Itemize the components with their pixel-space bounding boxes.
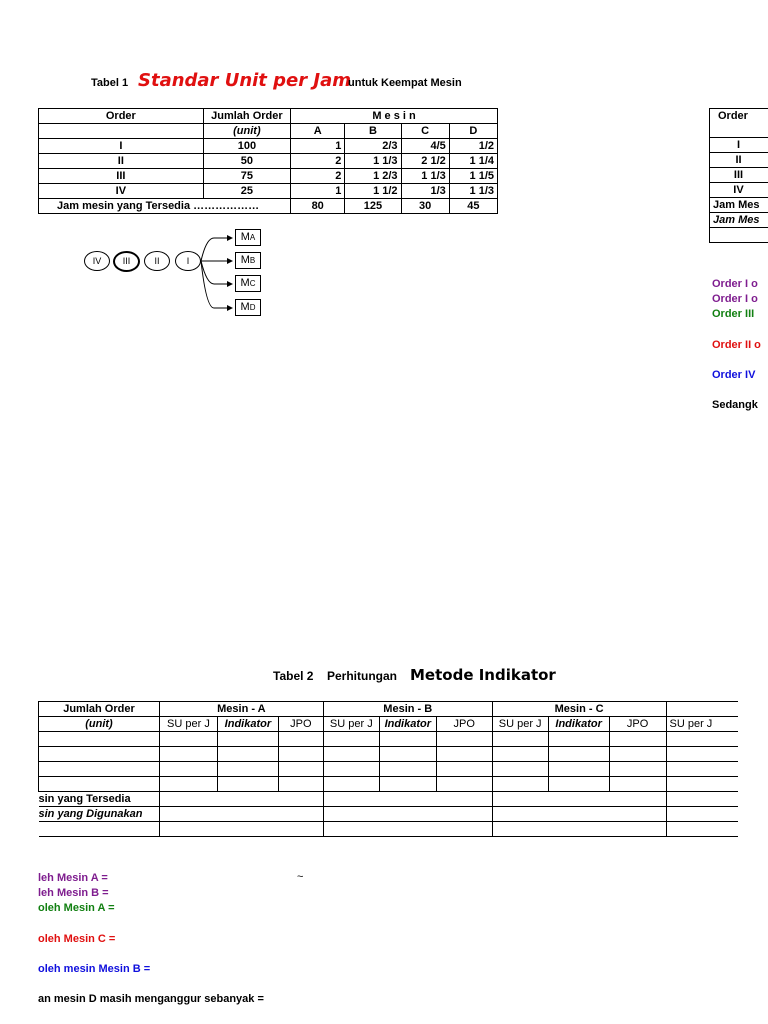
machine-box-b: MB xyxy=(235,252,261,269)
note-line: an mesin D masih menganggur sebanyak = xyxy=(38,993,264,1005)
header-mesin: M e s i n xyxy=(291,109,498,124)
table-row: III 75 2 1 2/3 1 1/3 1 1/5 xyxy=(39,169,498,184)
table-row: II 50 2 1 1/3 2 1/2 1 1/4 xyxy=(39,154,498,169)
right-order-table: Order I II III IV Jam Mes Jam Mes xyxy=(709,108,768,243)
tilde-mark: ~ xyxy=(297,871,304,883)
header-d: D xyxy=(449,124,497,139)
table-row: IV 25 1 1 1/2 1/3 1 1/3 xyxy=(39,184,498,199)
machine-box-d: MD xyxy=(235,299,261,316)
order-node: II xyxy=(144,251,170,271)
tabel1-title: Standar Unit per Jam xyxy=(138,70,352,91)
note-line: Order II o xyxy=(712,339,761,351)
standar-unit-table xyxy=(38,108,498,214)
note-line: leh Mesin A = xyxy=(38,872,108,884)
table-row xyxy=(39,762,739,777)
table-footer-row xyxy=(39,822,739,837)
note-line: Order III xyxy=(712,308,755,320)
header-b: B xyxy=(345,124,401,139)
note-line: Order IV xyxy=(712,369,756,381)
note-line: Order I o xyxy=(712,278,758,290)
order-node: I xyxy=(175,251,201,271)
header-a: A xyxy=(291,124,345,139)
table-row: I 100 1 2/3 4/5 1/2 xyxy=(39,139,498,154)
note-line: oleh mesin Mesin B = xyxy=(38,963,151,975)
tabel1-suffix: untuk Keempat Mesin xyxy=(348,77,462,89)
note-line: oleh Mesin A = xyxy=(38,902,115,914)
note-line: Sedangk xyxy=(712,399,758,411)
tabel2-title: Metode Indikator xyxy=(410,666,556,684)
order-node: III xyxy=(113,251,140,272)
header-unit: (unit) xyxy=(203,124,290,139)
table-row xyxy=(39,732,739,747)
machine-box-a: MA xyxy=(235,229,261,246)
metode-indikator-table: Jumlah Order Mesin - A Mesin - B Mesin - C (unit) SU per J Indikator JPO SU per J Indikator JPO SU per J Indikator JPO SU per J sin yang Tersedia sin yang Digunakan xyxy=(38,701,738,837)
note-line: Order I o xyxy=(712,293,758,305)
table-footer-row: sin yang Tersedia xyxy=(39,792,739,807)
table-row xyxy=(39,747,739,762)
order-node: IV xyxy=(84,251,110,271)
tabel2-perhitungan: Perhitungan xyxy=(327,669,398,683)
note-line: leh Mesin B = xyxy=(38,887,109,899)
header-c: C xyxy=(401,124,449,139)
table-footer-row: sin yang Digunakan xyxy=(39,807,739,822)
tabel1-prefix: Tabel 1 xyxy=(91,77,129,89)
table-row xyxy=(39,777,739,792)
branch-arrows-icon xyxy=(198,228,238,318)
table-footer-row: Jam mesin yang Tersedia ……………… 80 125 30 45 xyxy=(39,199,498,214)
machine-box-c: MC xyxy=(235,275,261,292)
tabel2-prefix: Tabel 2 xyxy=(273,669,314,683)
header-order: Order xyxy=(39,109,204,124)
note-line: oleh Mesin C = xyxy=(38,933,116,945)
header-jumlah: Jumlah Order xyxy=(203,109,290,124)
